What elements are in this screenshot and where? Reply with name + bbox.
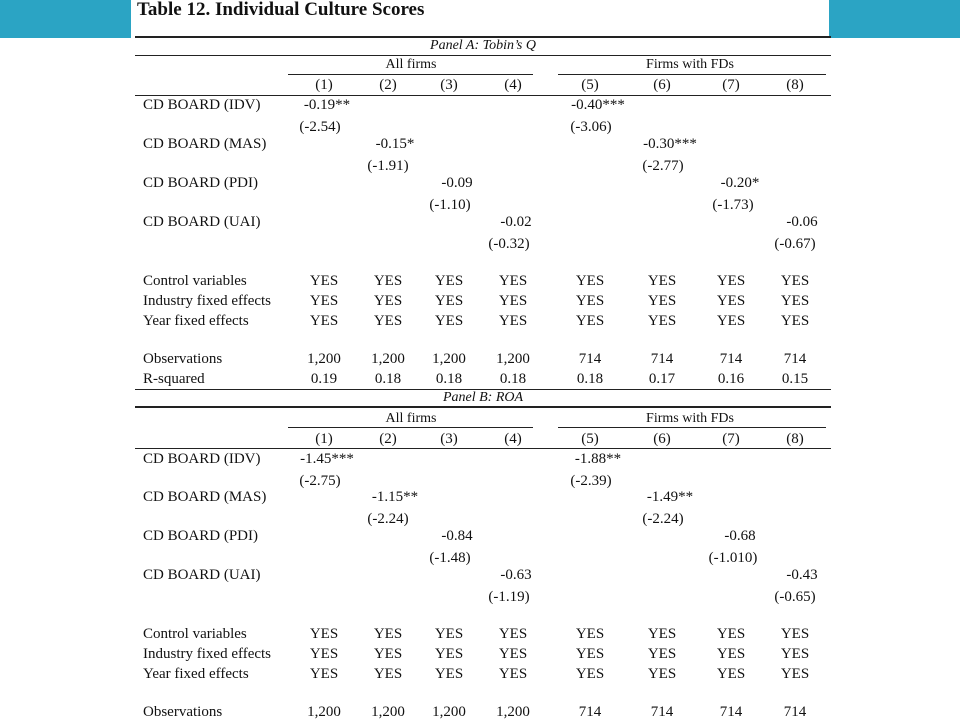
panel-a-coefficient: -0.20* bbox=[720, 175, 760, 191]
panel-a-control-value: YES bbox=[716, 313, 746, 329]
panel-a-row-label: CD BOARD (IDV) bbox=[143, 97, 261, 113]
panel-b-stat-value: 714 bbox=[783, 704, 807, 720]
panel-b-stat-value: 714 bbox=[578, 704, 602, 720]
panel-a-control-value: YES bbox=[309, 313, 339, 329]
panel-a-t-statistic: (-2.77) bbox=[642, 158, 684, 174]
panel-a-stat-value: 0.18 bbox=[374, 371, 402, 387]
panel-a-stat-value: 0.18 bbox=[576, 371, 604, 387]
panel-b-control-value: YES bbox=[647, 666, 677, 682]
panel-a-row-label: CD BOARD (UAI) bbox=[143, 214, 261, 230]
panel-b-column-number: (8) bbox=[786, 431, 804, 447]
panel-b-coefficient: -0.84 bbox=[441, 528, 473, 544]
panel-b-header-rule bbox=[135, 448, 831, 449]
panel-b-control-value: YES bbox=[373, 666, 403, 682]
panel-b-coefficient: -1.49** bbox=[646, 489, 694, 505]
panel-b-control-value: YES bbox=[780, 646, 810, 662]
panel-b-coefficient: -1.45*** bbox=[300, 451, 354, 467]
panel-a-coefficient: -0.02 bbox=[500, 214, 532, 230]
panel-b-column-number: (3) bbox=[440, 431, 458, 447]
panel-b-control-value: YES bbox=[434, 646, 464, 662]
panel-b-t-statistic: (-2.39) bbox=[570, 473, 612, 489]
panel-a-stat-value: 0.16 bbox=[717, 371, 745, 387]
panel-b-t-statistic: (-1.48) bbox=[429, 550, 471, 566]
panel-a-stat-value: 0.18 bbox=[435, 371, 463, 387]
panel-b-group-rule-right bbox=[558, 427, 826, 428]
panel-a-control-value: YES bbox=[434, 273, 464, 289]
panel-a-control-value: YES bbox=[309, 293, 339, 309]
panel-a-row-label: CD BOARD (MAS) bbox=[143, 136, 267, 152]
panel-b-control-value: YES bbox=[647, 626, 677, 642]
panel-b-stat-value: 1,200 bbox=[371, 704, 405, 720]
panel-b-stat-value: 1,200 bbox=[307, 704, 341, 720]
panel-a-control-value: YES bbox=[575, 273, 605, 289]
panel-a-group-firms-fds: Firms with FDs bbox=[646, 57, 734, 72]
panel-b-stat-value: 714 bbox=[719, 704, 743, 720]
panel-b-control-value: YES bbox=[434, 666, 464, 682]
panel-b-control-value: YES bbox=[647, 646, 677, 662]
panel-a-control-value: YES bbox=[647, 313, 677, 329]
panel-a-stat-value: 714 bbox=[783, 351, 807, 367]
panel-a-stat-value: 0.18 bbox=[499, 371, 527, 387]
panel-a-stat-value: 0.19 bbox=[310, 371, 338, 387]
panel-b-control-value: YES bbox=[575, 646, 605, 662]
panel-a-stat-value: 0.17 bbox=[648, 371, 676, 387]
table-title: Table 12. Individual Culture Scores bbox=[137, 0, 425, 20]
panel-b-t-statistic: (-2.24) bbox=[642, 511, 684, 527]
accent-bar-right bbox=[829, 0, 960, 38]
panel-a-coefficient: -0.06 bbox=[786, 214, 818, 230]
panel-a-t-statistic: (-0.67) bbox=[774, 236, 816, 252]
panel-b-control-label: Industry fixed effects bbox=[143, 646, 272, 662]
panel-a-column-number: (2) bbox=[379, 77, 397, 93]
panel-a-stat-value: 714 bbox=[650, 351, 674, 367]
panel-b-control-label: Year fixed effects bbox=[143, 666, 249, 682]
panel-a-control-value: YES bbox=[575, 313, 605, 329]
panel-b-column-number: (4) bbox=[504, 431, 522, 447]
panel-a-control-value: YES bbox=[373, 313, 403, 329]
panel-a-control-value: YES bbox=[780, 313, 810, 329]
panel-a-coefficient: -0.15* bbox=[375, 136, 415, 152]
panel-b-group-all-firms: All firms bbox=[385, 411, 437, 426]
panel-b-control-value: YES bbox=[309, 626, 339, 642]
panel-a-column-number: (3) bbox=[440, 77, 458, 93]
panel-a-control-value: YES bbox=[780, 293, 810, 309]
panel-a-column-number: (6) bbox=[653, 77, 671, 93]
panel-a-coefficient: -0.40*** bbox=[571, 97, 625, 113]
panel-a-column-number: (7) bbox=[722, 77, 740, 93]
panel-b-group-firms-fds: Firms with FDs bbox=[646, 411, 734, 426]
panel-b-t-statistic: (-2.75) bbox=[299, 473, 341, 489]
panel-b-column-number: (5) bbox=[581, 431, 599, 447]
panel-a-control-value: YES bbox=[434, 293, 464, 309]
panel-a-group-all-firms: All firms bbox=[385, 57, 437, 72]
panel-a-control-value: YES bbox=[647, 293, 677, 309]
panel-b-t-statistic: (-0.65) bbox=[774, 589, 816, 605]
panel-a-stat-value: 714 bbox=[578, 351, 602, 367]
panel-b-row-label: CD BOARD (UAI) bbox=[143, 567, 261, 583]
panel-b-rule bbox=[135, 407, 831, 408]
panel-a-group-rule-right bbox=[558, 74, 826, 75]
panel-a-title: Panel A: Tobin’s Q bbox=[430, 38, 536, 53]
panel-b-control-value: YES bbox=[434, 626, 464, 642]
panel-b-control-label: Control variables bbox=[143, 626, 247, 642]
panel-b-coefficient: -0.43 bbox=[786, 567, 818, 583]
panel-a-control-value: YES bbox=[373, 293, 403, 309]
panel-b-row-label: CD BOARD (PDI) bbox=[143, 528, 259, 544]
panel-b-control-value: YES bbox=[498, 666, 528, 682]
panel-b-control-value: YES bbox=[309, 646, 339, 662]
panel-a-control-label: Year fixed effects bbox=[143, 313, 249, 329]
panel-b-control-value: YES bbox=[780, 666, 810, 682]
panel-b-t-statistic: (-1.010) bbox=[708, 550, 758, 566]
panel-a-control-value: YES bbox=[780, 273, 810, 289]
panel-a-control-value: YES bbox=[575, 293, 605, 309]
panel-b-stat-value: 714 bbox=[650, 704, 674, 720]
panel-a-stat-value: 714 bbox=[719, 351, 743, 367]
panel-a-control-value: YES bbox=[498, 313, 528, 329]
panel-a-t-statistic: (-1.10) bbox=[429, 197, 471, 213]
panel-b-stat-label: Observations bbox=[143, 704, 223, 720]
panel-a-column-number: (4) bbox=[504, 77, 522, 93]
panel-a-control-label: Industry fixed effects bbox=[143, 293, 272, 309]
panel-b-control-value: YES bbox=[575, 666, 605, 682]
panel-a-control-value: YES bbox=[716, 293, 746, 309]
panel-b-row-label: CD BOARD (MAS) bbox=[143, 489, 267, 505]
panel-a-control-value: YES bbox=[647, 273, 677, 289]
panel-b-control-value: YES bbox=[575, 626, 605, 642]
panel-a-column-number: (5) bbox=[581, 77, 599, 93]
panel-b-control-value: YES bbox=[498, 646, 528, 662]
panel-a-rule bbox=[135, 55, 831, 56]
panel-b-control-value: YES bbox=[498, 626, 528, 642]
panel-a-coefficient: -0.19** bbox=[303, 97, 351, 113]
panel-b-coefficient: -1.15** bbox=[371, 489, 419, 505]
panel-a-stat-value: 1,200 bbox=[496, 351, 530, 367]
panel-b-stat-value: 1,200 bbox=[496, 704, 530, 720]
panel-b-t-statistic: (-1.19) bbox=[488, 589, 530, 605]
panel-a-t-statistic: (-1.91) bbox=[367, 158, 409, 174]
panel-b-control-value: YES bbox=[373, 626, 403, 642]
panel-b-column-number: (1) bbox=[315, 431, 333, 447]
panel-b-control-value: YES bbox=[309, 666, 339, 682]
panel-b-column-number: (2) bbox=[379, 431, 397, 447]
panel-b-stat-value: 1,200 bbox=[432, 704, 466, 720]
panel-a-t-statistic: (-1.73) bbox=[712, 197, 754, 213]
panel-a-control-value: YES bbox=[309, 273, 339, 289]
panel-b-control-value: YES bbox=[780, 626, 810, 642]
accent-bar-left bbox=[0, 0, 131, 38]
panel-a-t-statistic: (-2.54) bbox=[299, 119, 341, 135]
panel-a-control-value: YES bbox=[716, 273, 746, 289]
panel-b-group-rule-left bbox=[288, 427, 533, 428]
panel-a-control-value: YES bbox=[434, 313, 464, 329]
panel-a-coefficient: -0.09 bbox=[441, 175, 473, 191]
panel-b-control-value: YES bbox=[716, 646, 746, 662]
panel-b-row-label: CD BOARD (IDV) bbox=[143, 451, 261, 467]
panel-a-control-value: YES bbox=[373, 273, 403, 289]
panel-b-coefficient: -1.88** bbox=[574, 451, 622, 467]
panel-a-stat-label: Observations bbox=[143, 351, 223, 367]
panel-b-control-value: YES bbox=[716, 666, 746, 682]
panel-b-coefficient: -0.68 bbox=[724, 528, 756, 544]
panel-a-stat-value: 0.15 bbox=[781, 371, 809, 387]
panel-b-column-number: (6) bbox=[653, 431, 671, 447]
panel-a-t-statistic: (-3.06) bbox=[570, 119, 612, 135]
panel-a-stat-label: R-squared bbox=[143, 371, 205, 387]
panel-a-stat-value: 1,200 bbox=[432, 351, 466, 367]
panel-b-coefficient: -0.63 bbox=[500, 567, 532, 583]
panel-b-t-statistic: (-2.24) bbox=[367, 511, 409, 527]
panel-a-coefficient: -0.30*** bbox=[643, 136, 697, 152]
panel-a-control-value: YES bbox=[498, 293, 528, 309]
panel-a-stat-value: 1,200 bbox=[307, 351, 341, 367]
panel-b-column-number: (7) bbox=[722, 431, 740, 447]
panel-a-t-statistic: (-0.32) bbox=[488, 236, 530, 252]
panel-a-group-rule-left bbox=[288, 74, 533, 75]
panel-a-stat-value: 1,200 bbox=[371, 351, 405, 367]
panel-b-control-value: YES bbox=[716, 626, 746, 642]
panel-a-control-value: YES bbox=[498, 273, 528, 289]
panel-a-column-number: (8) bbox=[786, 77, 804, 93]
panel-a-row-label: CD BOARD (PDI) bbox=[143, 175, 259, 191]
panel-a-column-number: (1) bbox=[315, 77, 333, 93]
panel-a-control-label: Control variables bbox=[143, 273, 247, 289]
panel-b-title: Panel B: ROA bbox=[442, 390, 524, 405]
panel-b-control-value: YES bbox=[373, 646, 403, 662]
